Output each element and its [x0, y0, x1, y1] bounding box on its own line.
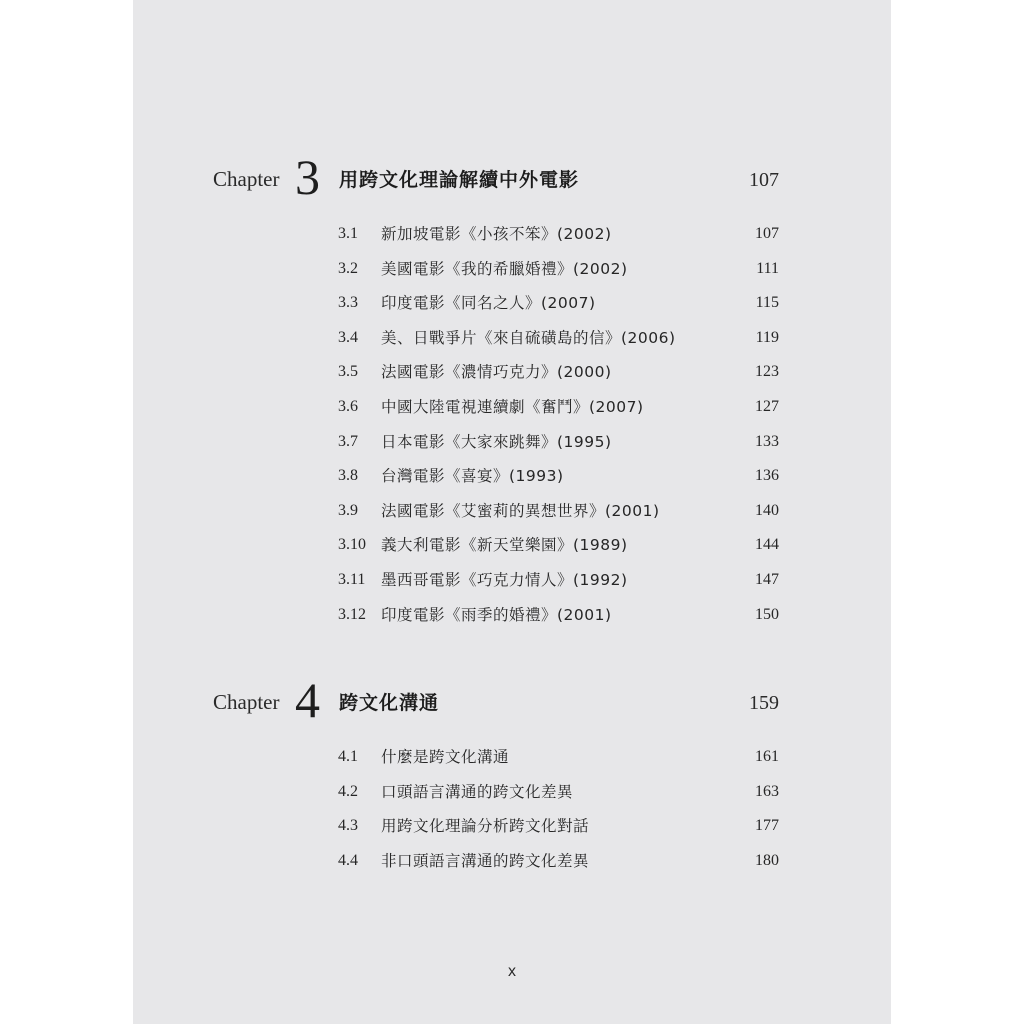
section-title: 非口頭語言溝通的跨文化差異	[381, 851, 590, 870]
chapter-heading	[213, 149, 779, 205]
toc-entry	[213, 780, 779, 815]
toc-entry	[213, 430, 779, 465]
chapter-label: Chapter	[213, 690, 280, 714]
section-title: 墨西哥電影《巧克力情人》(1992)	[381, 570, 628, 589]
section-list	[213, 745, 779, 883]
section-page-number: 136	[755, 467, 779, 485]
section-title: 印度電影《同名之人》(2007)	[381, 294, 596, 313]
section-page-number: 115	[755, 294, 779, 312]
section-number: 4.3	[338, 817, 358, 835]
section-title: 義大利電影《新天堂樂園》(1989)	[381, 536, 628, 555]
chapter-title: 用跨文化理論解續中外電影	[339, 169, 580, 191]
section-page-number: 140	[755, 501, 779, 519]
section-title: 美、日戰爭片《來自硫磺島的信》(2006)	[381, 328, 676, 347]
section-number: 4.1	[338, 748, 358, 765]
section-title: 印度電影《雨季的婚禮》(2001)	[381, 605, 612, 624]
section-page-number: 144	[755, 536, 779, 554]
section-list	[213, 222, 779, 637]
chapter-number: 4	[295, 672, 320, 728]
section-number: 4.4	[338, 851, 358, 869]
section-title: 日本電影《大家來跳舞》(1995)	[381, 432, 612, 451]
section-number: 3.9	[338, 501, 358, 519]
section-title: 法國電影《艾蜜莉的異想世界》(2001)	[381, 501, 660, 520]
section-title: 台灣電影《喜宴》(1993)	[381, 467, 564, 486]
section-number: 3.2	[338, 259, 358, 277]
section-page-number: 161	[755, 748, 779, 765]
chapter-label: Chapter	[213, 167, 280, 191]
section-title: 用跨文化理論分析跨文化對話	[381, 817, 590, 836]
section-number: 3.1	[338, 225, 358, 242]
chapter-number: 3	[295, 149, 320, 205]
section-number: 3.10	[338, 536, 366, 554]
book-page	[133, 0, 891, 1024]
toc-entry	[213, 395, 779, 430]
chapter-page-number: 159	[749, 692, 779, 714]
toc-entry	[213, 603, 779, 638]
section-page-number: 127	[755, 397, 779, 415]
section-page-number: 177	[755, 817, 779, 835]
toc-entry	[213, 257, 779, 292]
section-number: 3.7	[338, 432, 358, 450]
section-page-number: 107	[755, 225, 779, 242]
section-page-number: 119	[755, 328, 779, 346]
chapter-heading	[213, 672, 779, 728]
section-title: 口頭語言溝通的跨文化差異	[381, 782, 574, 801]
section-page-number: 147	[755, 570, 779, 588]
toc-entry	[213, 814, 779, 849]
section-number: 3.8	[338, 467, 358, 485]
section-title: 什麼是跨文化溝通	[381, 748, 510, 766]
section-number: 3.4	[338, 328, 358, 346]
chapter-4-section	[213, 672, 779, 870]
section-page-number: 180	[755, 851, 779, 869]
section-page-number: 123	[755, 363, 779, 381]
section-page-number: 133	[755, 432, 779, 450]
toc-entry	[213, 533, 779, 568]
toc-entry	[213, 360, 779, 395]
toc-entry	[213, 745, 779, 780]
chapter-title: 跨文化溝通	[339, 692, 440, 714]
section-title: 中國大陸電視連續劇《奮鬥》(2007)	[381, 397, 644, 416]
section-page-number: 150	[755, 605, 779, 623]
section-number: 3.12	[338, 605, 366, 623]
section-title: 法國電影《濃情巧克力》(2000)	[381, 363, 612, 382]
section-page-number: 111	[756, 259, 779, 277]
section-number: 3.11	[338, 570, 366, 588]
section-number: 4.2	[338, 782, 358, 800]
chapter-3-section	[213, 149, 779, 624]
section-number: 3.5	[338, 363, 358, 381]
section-title: 美國電影《我的希臘婚禮》(2002)	[381, 259, 628, 278]
toc-entry	[213, 326, 779, 361]
chapter-page-number: 107	[749, 169, 779, 191]
toc-entry	[213, 499, 779, 534]
section-number: 3.3	[338, 294, 358, 312]
toc-entry	[213, 291, 779, 326]
section-number: 3.6	[338, 397, 358, 415]
toc-entry	[213, 222, 779, 257]
page-folio: x	[508, 963, 516, 980]
section-page-number: 163	[755, 782, 779, 800]
toc-entry	[213, 464, 779, 499]
toc-entry	[213, 849, 779, 884]
toc-entry	[213, 568, 779, 603]
section-title: 新加坡電影《小孩不笨》(2002)	[381, 225, 612, 243]
